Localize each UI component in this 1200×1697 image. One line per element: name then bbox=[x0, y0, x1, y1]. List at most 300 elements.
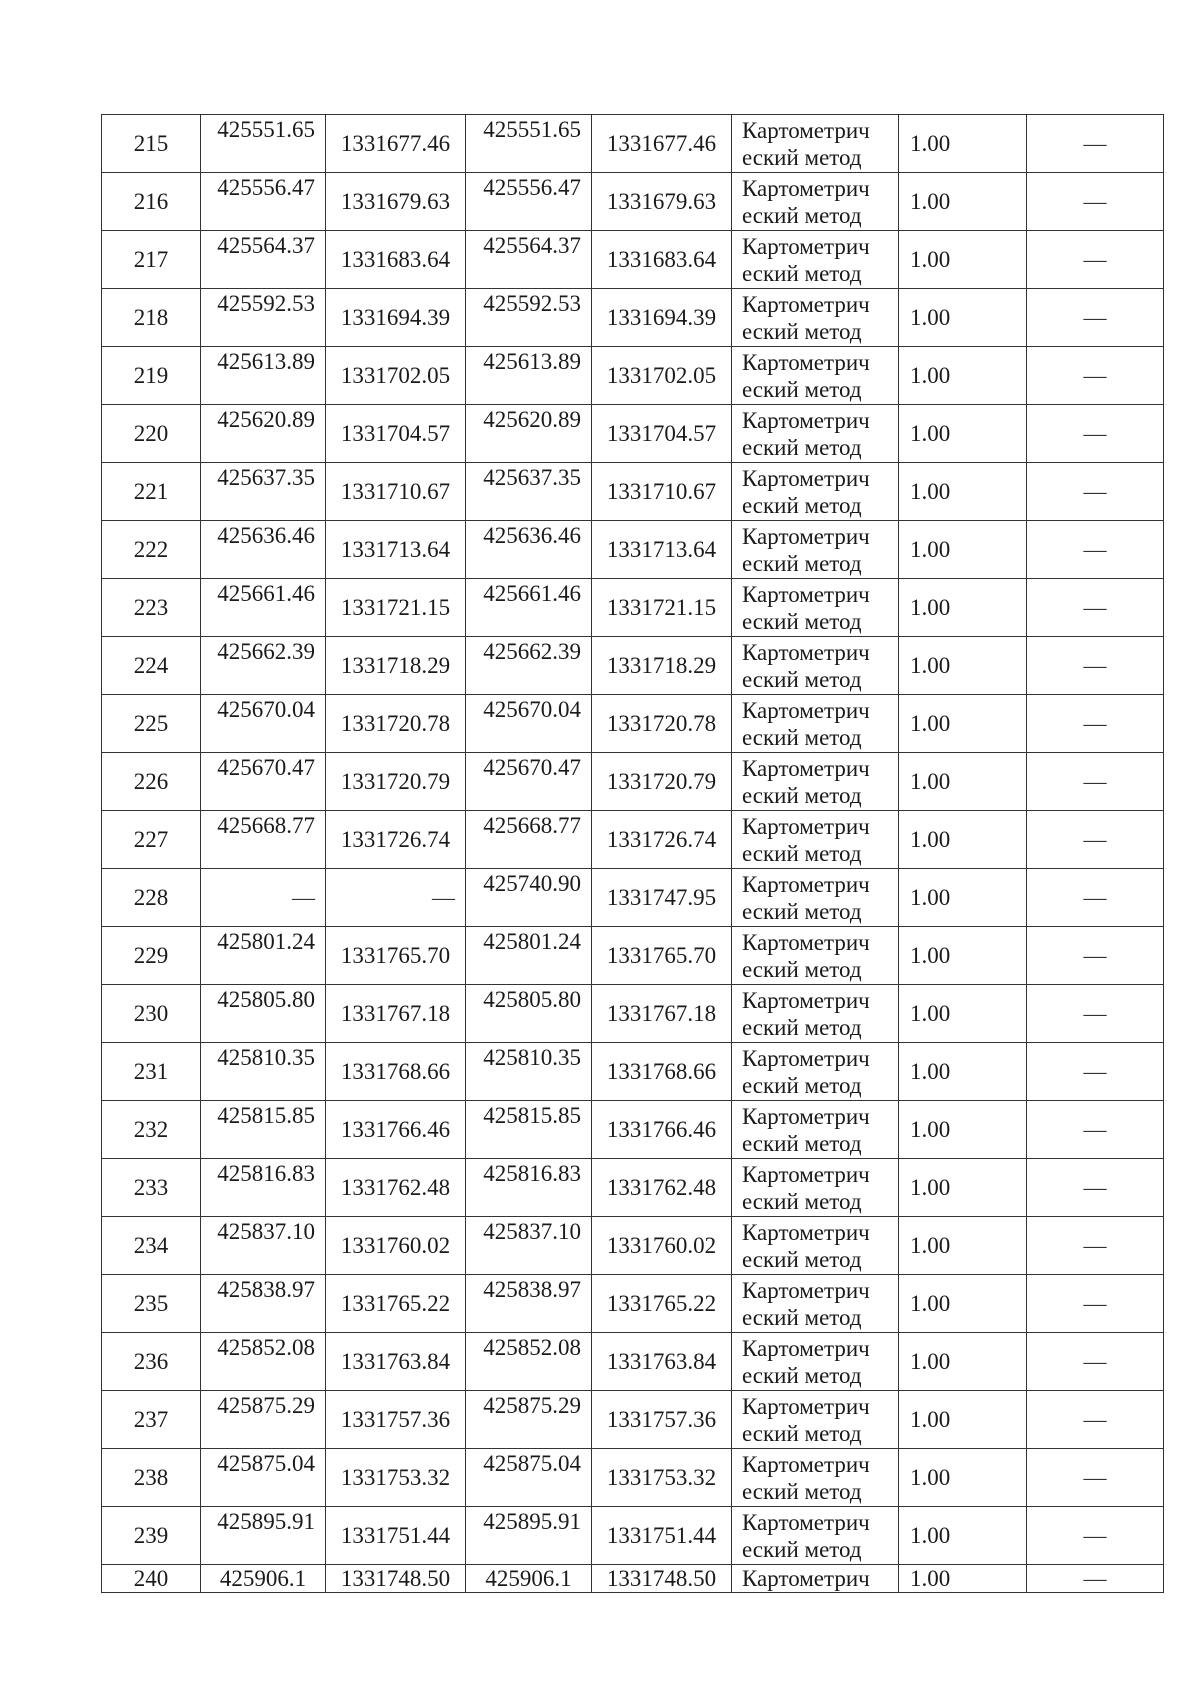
table-row bbox=[102, 1449, 1164, 1507]
existing-x-cell bbox=[201, 1449, 326, 1507]
method-cell bbox=[732, 1449, 899, 1507]
existing-y-cell bbox=[326, 1043, 466, 1101]
table-row bbox=[102, 869, 1164, 927]
method-text: Картометрический метод bbox=[742, 1161, 870, 1214]
existing-x-text: 425838.97 bbox=[217, 1277, 315, 1302]
existing-y-cell bbox=[326, 347, 466, 405]
new-x-cell bbox=[466, 463, 592, 521]
new-y-text: 1331763.84 bbox=[606, 1349, 717, 1374]
existing-y-cell bbox=[326, 1159, 466, 1217]
new-x-cell bbox=[466, 753, 592, 811]
method-text: Картометрический метод bbox=[742, 1045, 870, 1098]
new-x-text: 425637.35 bbox=[483, 465, 581, 490]
method-cell bbox=[732, 753, 899, 811]
existing-x-text: 425592.53 bbox=[217, 291, 315, 316]
new-x-text: 425740.90 bbox=[483, 871, 581, 896]
existing-x-text: 425620.89 bbox=[217, 407, 315, 432]
new-x-text: 425670.47 bbox=[483, 755, 581, 780]
point-number-text: 219 bbox=[133, 363, 169, 388]
new-y-text: 1331765.22 bbox=[606, 1291, 717, 1316]
method-text: Картометрический метод bbox=[742, 1393, 870, 1446]
point-number-cell bbox=[102, 405, 201, 463]
existing-y-text: 1331720.79 bbox=[340, 769, 451, 794]
existing-x-cell bbox=[201, 1159, 326, 1217]
existing-x-cell bbox=[201, 347, 326, 405]
note-cell bbox=[1027, 173, 1164, 231]
new-y-cell bbox=[592, 1217, 732, 1275]
note-cell bbox=[1027, 1449, 1164, 1507]
precision-cell bbox=[899, 231, 1027, 289]
existing-x-text: 425670.47 bbox=[217, 755, 315, 780]
new-y-text: 1331748.50 bbox=[606, 1566, 717, 1591]
existing-x-cell bbox=[201, 579, 326, 637]
method-cell bbox=[732, 985, 899, 1043]
existing-y-cell bbox=[326, 115, 466, 173]
point-number-cell bbox=[102, 1565, 201, 1593]
existing-x-text: 425816.83 bbox=[217, 1161, 315, 1186]
existing-x-text: 425662.39 bbox=[217, 639, 315, 664]
point-number-text: 229 bbox=[133, 943, 169, 968]
note-text: — bbox=[1083, 1407, 1107, 1432]
existing-y-text: 1331763.84 bbox=[340, 1349, 451, 1374]
method-cell bbox=[732, 811, 899, 869]
new-x-cell bbox=[466, 289, 592, 347]
precision-text: 1.00 bbox=[910, 537, 951, 562]
new-y-cell bbox=[592, 1159, 732, 1217]
point-number-text: 221 bbox=[133, 479, 169, 504]
new-x-text: 425662.39 bbox=[483, 639, 581, 664]
precision-text: 1.00 bbox=[910, 1059, 951, 1084]
new-y-text: 1331762.48 bbox=[606, 1175, 717, 1200]
method-text: Картометрический метод bbox=[742, 987, 870, 1040]
coordinates-table bbox=[101, 114, 1164, 1593]
existing-y-text: 1331768.66 bbox=[340, 1059, 451, 1084]
precision-text: 1.00 bbox=[910, 189, 951, 214]
new-x-text: 425815.85 bbox=[483, 1103, 581, 1128]
new-y-text: 1331767.18 bbox=[606, 1001, 717, 1026]
new-x-cell bbox=[466, 405, 592, 463]
existing-x-cell bbox=[201, 289, 326, 347]
existing-x-cell bbox=[201, 695, 326, 753]
table-row bbox=[102, 579, 1164, 637]
existing-y-cell bbox=[326, 1217, 466, 1275]
precision-cell bbox=[899, 1391, 1027, 1449]
point-number-cell bbox=[102, 1159, 201, 1217]
method-cell bbox=[732, 1565, 899, 1593]
new-y-text: 1331677.46 bbox=[606, 131, 717, 156]
table-row bbox=[102, 521, 1164, 579]
precision-cell bbox=[899, 753, 1027, 811]
existing-x-cell bbox=[201, 985, 326, 1043]
note-cell bbox=[1027, 521, 1164, 579]
new-x-cell bbox=[466, 1449, 592, 1507]
precision-cell bbox=[899, 405, 1027, 463]
point-number-cell bbox=[102, 695, 201, 753]
new-x-text: 425906.1 bbox=[485, 1566, 572, 1591]
method-text: Картометрический метод bbox=[742, 697, 870, 750]
existing-x-text: 425895.91 bbox=[217, 1509, 315, 1534]
existing-x-text: 425875.04 bbox=[217, 1451, 315, 1476]
note-cell bbox=[1027, 579, 1164, 637]
existing-y-cell bbox=[326, 405, 466, 463]
precision-text: 1.00 bbox=[910, 1566, 951, 1591]
note-text: — bbox=[1083, 189, 1107, 214]
table-row bbox=[102, 115, 1164, 173]
new-y-text: 1331768.66 bbox=[606, 1059, 717, 1084]
precision-cell bbox=[899, 1043, 1027, 1101]
new-y-cell bbox=[592, 869, 732, 927]
note-text: — bbox=[1083, 1291, 1107, 1316]
new-y-cell bbox=[592, 1507, 732, 1565]
note-cell bbox=[1027, 1507, 1164, 1565]
method-cell bbox=[732, 869, 899, 927]
point-number-cell bbox=[102, 1391, 201, 1449]
method-cell bbox=[732, 1507, 899, 1565]
point-number-cell bbox=[102, 521, 201, 579]
table-row bbox=[102, 231, 1164, 289]
new-y-cell bbox=[592, 695, 732, 753]
method-cell bbox=[732, 173, 899, 231]
point-number-text: 236 bbox=[133, 1349, 169, 1374]
method-text: Картометрический метод bbox=[742, 175, 870, 228]
new-x-text: 425805.80 bbox=[483, 987, 581, 1012]
note-cell bbox=[1027, 1333, 1164, 1391]
new-x-cell bbox=[466, 521, 592, 579]
point-number-cell bbox=[102, 927, 201, 985]
precision-cell bbox=[899, 811, 1027, 869]
point-number-cell bbox=[102, 869, 201, 927]
new-x-text: 425816.83 bbox=[483, 1161, 581, 1186]
new-y-text: 1331747.95 bbox=[606, 885, 717, 910]
note-cell bbox=[1027, 869, 1164, 927]
existing-y-text: 1331718.29 bbox=[340, 653, 451, 678]
note-text: — bbox=[1083, 1175, 1107, 1200]
method-text: Картометрический метод bbox=[742, 639, 870, 692]
new-y-text: 1331702.05 bbox=[606, 363, 717, 388]
existing-x-text: 425670.04 bbox=[217, 697, 315, 722]
existing-y-text: 1331757.36 bbox=[340, 1407, 451, 1432]
precision-cell bbox=[899, 1507, 1027, 1565]
point-number-text: 222 bbox=[133, 537, 169, 562]
new-y-cell bbox=[592, 985, 732, 1043]
method-text: Картометрический метод bbox=[742, 581, 870, 634]
existing-y-cell bbox=[326, 695, 466, 753]
note-text: — bbox=[1083, 653, 1107, 678]
method-cell bbox=[732, 347, 899, 405]
note-text: — bbox=[1083, 595, 1107, 620]
existing-y-cell bbox=[326, 637, 466, 695]
table-body bbox=[102, 115, 1164, 1593]
existing-x-text: 425906.1 bbox=[219, 1566, 307, 1591]
point-number-text: 228 bbox=[133, 885, 169, 910]
new-y-text: 1331713.64 bbox=[606, 537, 717, 562]
new-x-cell bbox=[466, 985, 592, 1043]
note-text: — bbox=[1083, 1117, 1107, 1142]
method-text: Картометрический метод bbox=[742, 117, 870, 170]
precision-cell bbox=[899, 1449, 1027, 1507]
new-x-text: 425875.29 bbox=[483, 1393, 581, 1418]
note-text: — bbox=[1083, 363, 1107, 388]
note-text: — bbox=[1083, 943, 1107, 968]
table-row bbox=[102, 1043, 1164, 1101]
precision-text: 1.00 bbox=[910, 1001, 951, 1026]
new-x-text: 425556.47 bbox=[483, 175, 581, 200]
point-number-text: 224 bbox=[133, 653, 169, 678]
precision-cell bbox=[899, 695, 1027, 753]
note-text: — bbox=[1083, 421, 1107, 446]
new-y-cell bbox=[592, 1333, 732, 1391]
new-y-cell bbox=[592, 753, 732, 811]
point-number-text: 232 bbox=[133, 1117, 169, 1142]
precision-cell bbox=[899, 1333, 1027, 1391]
precision-text: 1.00 bbox=[910, 653, 951, 678]
point-number-text: 223 bbox=[133, 595, 169, 620]
point-number-cell bbox=[102, 1275, 201, 1333]
existing-x-cell bbox=[201, 115, 326, 173]
precision-cell bbox=[899, 927, 1027, 985]
new-x-text: 425838.97 bbox=[483, 1277, 581, 1302]
existing-y-text: 1331760.02 bbox=[340, 1233, 451, 1258]
note-cell bbox=[1027, 1101, 1164, 1159]
method-text: Картометрический метод bbox=[742, 755, 870, 808]
new-y-text: 1331718.29 bbox=[606, 653, 717, 678]
existing-y-text: 1331721.15 bbox=[340, 595, 451, 620]
precision-text: 1.00 bbox=[910, 1291, 951, 1316]
new-x-cell bbox=[466, 811, 592, 869]
existing-x-cell bbox=[201, 521, 326, 579]
note-cell bbox=[1027, 637, 1164, 695]
new-x-cell bbox=[466, 231, 592, 289]
method-cell bbox=[732, 115, 899, 173]
new-y-text: 1331757.36 bbox=[606, 1407, 717, 1432]
point-number-cell bbox=[102, 1101, 201, 1159]
new-y-cell bbox=[592, 1449, 732, 1507]
new-x-cell bbox=[466, 1507, 592, 1565]
new-y-cell bbox=[592, 1391, 732, 1449]
point-number-cell bbox=[102, 811, 201, 869]
note-text: — bbox=[1083, 537, 1107, 562]
existing-y-text: 1331765.22 bbox=[340, 1291, 451, 1316]
precision-text: 1.00 bbox=[910, 1407, 951, 1432]
note-text: — bbox=[1083, 1349, 1107, 1374]
point-number-cell bbox=[102, 1217, 201, 1275]
new-y-cell bbox=[592, 1101, 732, 1159]
point-number-cell bbox=[102, 1333, 201, 1391]
existing-y-cell bbox=[326, 1565, 466, 1593]
new-y-text: 1331753.32 bbox=[606, 1465, 717, 1490]
new-y-cell bbox=[592, 637, 732, 695]
existing-x-cell bbox=[201, 1275, 326, 1333]
note-cell bbox=[1027, 985, 1164, 1043]
precision-cell bbox=[899, 637, 1027, 695]
new-x-cell bbox=[466, 173, 592, 231]
note-text: — bbox=[1083, 1523, 1107, 1548]
method-text: Картометрический метод bbox=[742, 1451, 870, 1504]
existing-x-cell bbox=[201, 1507, 326, 1565]
new-x-text: 425801.24 bbox=[483, 929, 581, 954]
point-number-text: 215 bbox=[133, 131, 169, 156]
note-text: — bbox=[1083, 1059, 1107, 1084]
precision-cell bbox=[899, 579, 1027, 637]
method-cell bbox=[732, 637, 899, 695]
note-cell bbox=[1027, 405, 1164, 463]
existing-y-cell bbox=[326, 521, 466, 579]
note-cell bbox=[1027, 1391, 1164, 1449]
new-y-cell bbox=[592, 289, 732, 347]
new-x-text: 425668.77 bbox=[483, 813, 581, 838]
new-y-cell bbox=[592, 521, 732, 579]
note-cell bbox=[1027, 347, 1164, 405]
new-y-cell bbox=[592, 1275, 732, 1333]
existing-y-cell bbox=[326, 289, 466, 347]
existing-y-cell bbox=[326, 985, 466, 1043]
note-text: — bbox=[1083, 769, 1107, 794]
existing-y-cell bbox=[326, 579, 466, 637]
point-number-cell bbox=[102, 1507, 201, 1565]
new-y-text: 1331726.74 bbox=[606, 827, 717, 852]
precision-cell bbox=[899, 1565, 1027, 1593]
point-number-text: 218 bbox=[133, 305, 169, 330]
precision-text: 1.00 bbox=[910, 479, 951, 504]
precision-cell bbox=[899, 463, 1027, 521]
precision-cell bbox=[899, 985, 1027, 1043]
existing-y-cell bbox=[326, 1333, 466, 1391]
existing-x-text: 425837.10 bbox=[217, 1219, 315, 1244]
new-x-text: 425613.89 bbox=[483, 349, 581, 374]
method-cell bbox=[732, 1391, 899, 1449]
note-cell bbox=[1027, 463, 1164, 521]
table-row bbox=[102, 1217, 1164, 1275]
existing-x-text: — bbox=[292, 885, 315, 910]
existing-y-text: 1331702.05 bbox=[340, 363, 451, 388]
method-text: Картометрический метод bbox=[742, 1509, 870, 1562]
existing-x-cell bbox=[201, 1217, 326, 1275]
method-cell bbox=[732, 405, 899, 463]
new-x-text: 425564.37 bbox=[483, 233, 581, 258]
existing-x-text: 425852.08 bbox=[217, 1335, 315, 1360]
existing-x-cell bbox=[201, 927, 326, 985]
existing-x-text: 425810.35 bbox=[217, 1045, 315, 1070]
note-text: — bbox=[1083, 479, 1107, 504]
point-number-cell bbox=[102, 463, 201, 521]
existing-y-text: 1331766.46 bbox=[340, 1117, 451, 1142]
point-number-text: 217 bbox=[133, 247, 169, 272]
new-y-text: 1331720.78 bbox=[606, 711, 717, 736]
precision-cell bbox=[899, 347, 1027, 405]
new-x-text: 425636.46 bbox=[483, 523, 581, 548]
new-x-text: 425551.65 bbox=[483, 117, 581, 142]
table-row bbox=[102, 405, 1164, 463]
new-y-text: 1331765.70 bbox=[606, 943, 717, 968]
point-number-text: 231 bbox=[133, 1059, 169, 1084]
point-number-text: 238 bbox=[133, 1465, 169, 1490]
new-x-cell bbox=[466, 927, 592, 985]
table-row bbox=[102, 811, 1164, 869]
note-cell bbox=[1027, 115, 1164, 173]
existing-x-text: 425556.47 bbox=[217, 175, 315, 200]
method-text: Картометрический метод bbox=[742, 813, 870, 866]
point-number-text: 239 bbox=[133, 1523, 169, 1548]
note-text: — bbox=[1083, 131, 1107, 156]
point-number-text: 230 bbox=[133, 1001, 169, 1026]
existing-y-text: 1331704.57 bbox=[340, 421, 451, 446]
point-number-text: 240 bbox=[133, 1566, 169, 1591]
point-number-text: 234 bbox=[133, 1233, 169, 1258]
point-number-cell bbox=[102, 579, 201, 637]
point-number-cell bbox=[102, 231, 201, 289]
new-x-text: 425620.89 bbox=[483, 407, 581, 432]
existing-x-text: 425551.65 bbox=[217, 117, 315, 142]
table-row bbox=[102, 347, 1164, 405]
new-y-text: 1331721.15 bbox=[606, 595, 717, 620]
table-row bbox=[102, 637, 1164, 695]
existing-y-cell bbox=[326, 1275, 466, 1333]
existing-y-text: 1331753.32 bbox=[340, 1465, 451, 1490]
precision-text: 1.00 bbox=[910, 1117, 951, 1142]
new-y-cell bbox=[592, 405, 732, 463]
method-text: Картометрический метод bbox=[742, 871, 870, 924]
precision-text: 1.00 bbox=[910, 305, 951, 330]
precision-cell bbox=[899, 869, 1027, 927]
existing-x-cell bbox=[201, 637, 326, 695]
note-text: — bbox=[1083, 827, 1107, 852]
existing-y-cell bbox=[326, 869, 466, 927]
existing-x-text: 425801.24 bbox=[217, 929, 315, 954]
new-x-cell bbox=[466, 695, 592, 753]
existing-y-cell bbox=[326, 1391, 466, 1449]
table-row bbox=[102, 289, 1164, 347]
note-cell bbox=[1027, 753, 1164, 811]
method-text: Картометрический метод bbox=[742, 465, 870, 518]
precision-cell bbox=[899, 1275, 1027, 1333]
existing-y-text: 1331720.78 bbox=[340, 711, 451, 736]
existing-x-cell bbox=[201, 753, 326, 811]
method-text: Картометрический метод bbox=[742, 929, 870, 982]
method-cell bbox=[732, 927, 899, 985]
method-text: Картометрический метод bbox=[742, 1219, 870, 1272]
new-x-cell bbox=[466, 115, 592, 173]
table-row bbox=[102, 927, 1164, 985]
existing-y-cell bbox=[326, 1507, 466, 1565]
method-text: Картометрический метод bbox=[742, 233, 870, 286]
new-x-cell bbox=[466, 1159, 592, 1217]
method-text: Картометрический метод bbox=[742, 349, 870, 402]
method-cell bbox=[732, 1217, 899, 1275]
note-text: — bbox=[1083, 305, 1107, 330]
table-row bbox=[102, 1159, 1164, 1217]
point-number-text: 216 bbox=[133, 189, 169, 214]
note-cell bbox=[1027, 289, 1164, 347]
existing-y-text: 1331726.74 bbox=[340, 827, 451, 852]
precision-text: 1.00 bbox=[910, 1233, 951, 1258]
precision-text: 1.00 bbox=[910, 1349, 951, 1374]
table-row bbox=[102, 985, 1164, 1043]
point-number-cell bbox=[102, 753, 201, 811]
existing-y-text: 1331713.64 bbox=[340, 537, 451, 562]
method-cell bbox=[732, 1333, 899, 1391]
note-text: — bbox=[1083, 885, 1107, 910]
note-cell bbox=[1027, 1217, 1164, 1275]
method-text: Картометрический метод bbox=[742, 523, 870, 576]
new-y-cell bbox=[592, 1565, 732, 1593]
note-text: — bbox=[1083, 1233, 1107, 1258]
precision-cell bbox=[899, 521, 1027, 579]
note-text: — bbox=[1083, 711, 1107, 736]
existing-x-cell bbox=[201, 1391, 326, 1449]
precision-cell bbox=[899, 115, 1027, 173]
new-y-text: 1331704.57 bbox=[606, 421, 717, 446]
point-number-cell bbox=[102, 173, 201, 231]
